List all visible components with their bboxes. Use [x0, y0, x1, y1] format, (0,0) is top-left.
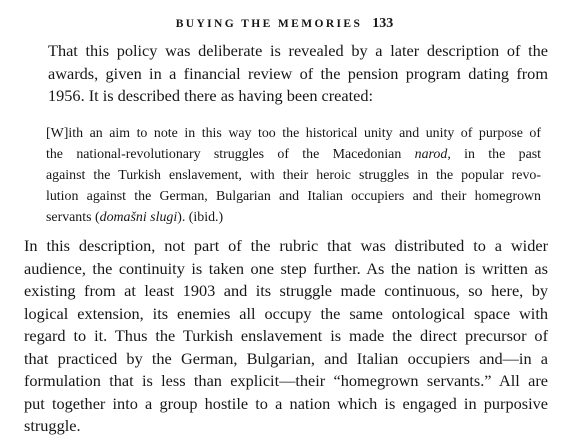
quote-text: servants ( [46, 210, 100, 225]
quote-line [46, 144, 541, 165]
text-line: that practiced by the German, Bulgarian, and Italian occupiers and—in a [24, 348, 548, 368]
italic-term-domasni-slugi: domašni slugi [99, 210, 178, 225]
quote-text: , in the past [447, 147, 541, 162]
page-header [0, 15, 569, 32]
quote-text: ). (ibid.) [177, 210, 224, 225]
paragraph-1 [24, 40, 548, 108]
text-line: put together into a group hostile to a nation which is engaged in purposive [24, 393, 548, 413]
quote-line: [W]ith an aim to note in this way too the historical unity and unity of purpose of [46, 126, 541, 141]
text-line: regard to it. Thus the Turkish enslavement is made the direct precursor of [24, 326, 548, 345]
text-line: audience, the continuity is taken one step further. As the nation is written as [24, 258, 548, 278]
quote-text: the national-revolutionary struggles of the Macedonian [46, 147, 415, 162]
italic-term-narod: narod [414, 147, 448, 162]
quote-line: against the Turkish enslavement, with their heroic struggles in the popular revo- [46, 168, 541, 183]
text-line: logical extension, its enemies all occupy the same ontological space with [24, 303, 548, 323]
paragraph-2 [24, 235, 548, 438]
page-number: 133 [372, 16, 394, 31]
text-line: formulation that is less than explicit—their “homegrown servants.” All are [24, 371, 548, 390]
text-line: In this description, not part of the rubric that was distributed to a wider [24, 236, 548, 255]
text-line: 1956. It is described there as having been created: [48, 86, 374, 105]
text-line: struggle. [24, 416, 81, 435]
running-head: BUYING THE MEMORIES [175, 18, 363, 30]
block-quote [46, 123, 541, 228]
text-line: existing from at least 1903 and its struggle made continuous, so here, by [24, 281, 548, 300]
quote-line [46, 207, 541, 228]
text-line: awards, given in a financial review of the pension program dating from [48, 63, 548, 83]
quote-line: lution against the German, Bulgarian and Italian occupiers and their homegrown [46, 189, 541, 204]
text-line: That this policy was deliberate is revealed by a later description of the [48, 41, 548, 60]
